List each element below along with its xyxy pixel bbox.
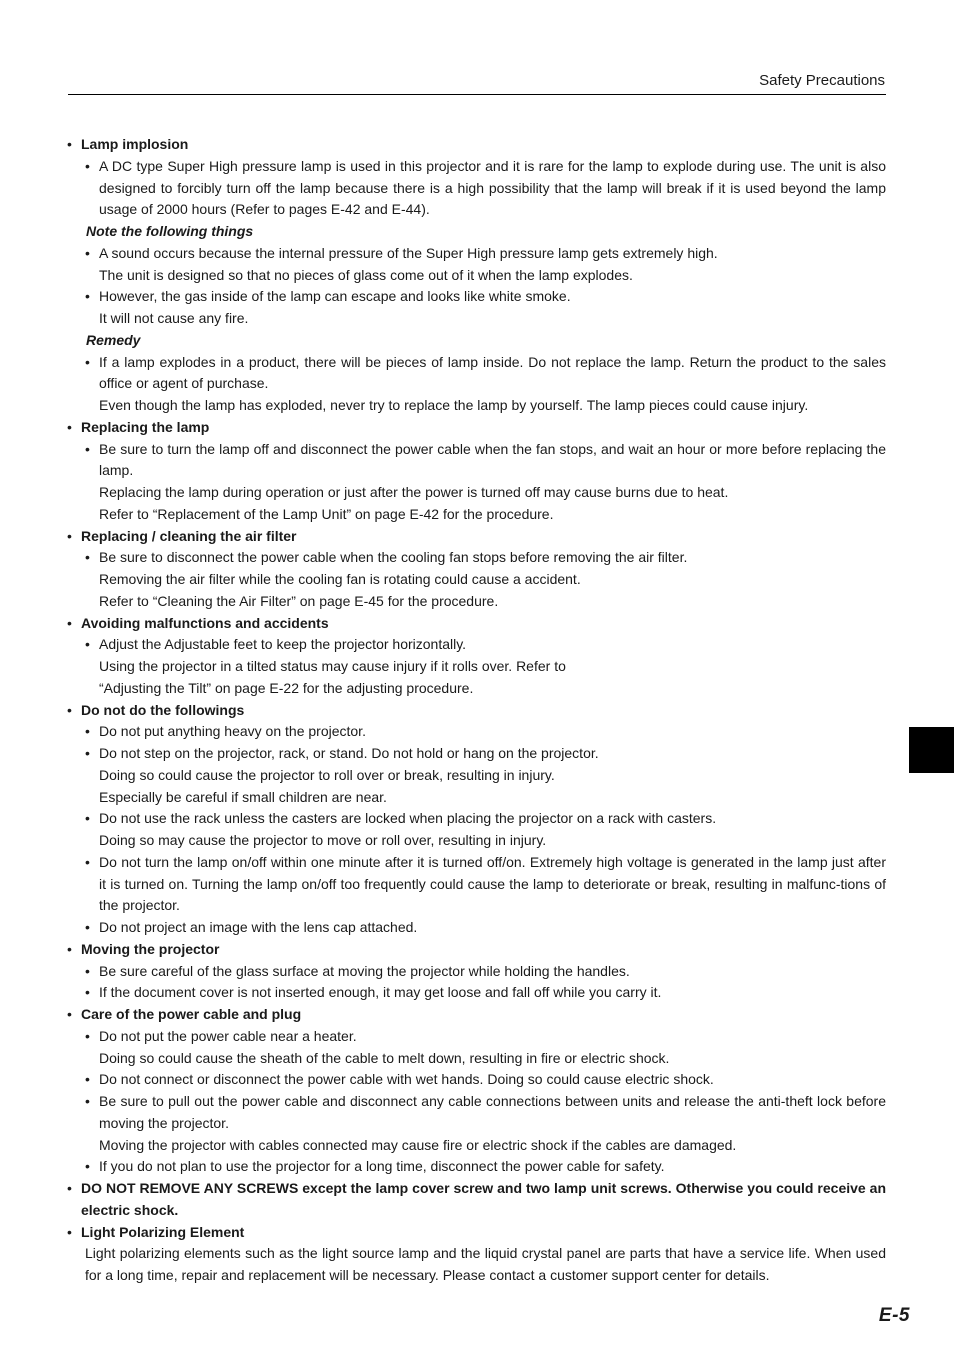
section bbox=[67, 939, 886, 961]
chapter-tab-marker bbox=[909, 727, 954, 773]
bullet-icon: • bbox=[85, 440, 90, 457]
bullet-icon: • bbox=[67, 614, 72, 631]
bullet-icon: • bbox=[85, 1158, 90, 1175]
bullet-icon: • bbox=[85, 636, 90, 653]
bullet-icon: • bbox=[85, 919, 90, 935]
bullet-icon: • bbox=[85, 244, 90, 261]
bullet-icon: • bbox=[67, 136, 72, 152]
item-text: Adjust the Adjustable feet to keep the projector horizontally. bbox=[99, 636, 467, 653]
item-text: Be sure to turn the lamp off and disconnect the power cable when the fan stops, and wait an hour or more before replacing the lamp. bbox=[99, 440, 886, 479]
item-text: Be sure to pull out the power cable and disconnect any cable connections between units and release the anti-theft lock before moving the projector. bbox=[99, 1093, 886, 1131]
item-text: A DC type Super High pressure lamp is used in this projector and it is rare for the lamp to explode during use. The unit is also designed to forcibly turn off the lamp because there is a high possibility that the lamp will break if it is used beyond the lamp usage of 2000 hours (Refer to pages E-42 and E-44). bbox=[99, 157, 886, 218]
bullet-icon: • bbox=[85, 1093, 90, 1109]
header-rule bbox=[68, 94, 886, 95]
bullet-icon: • bbox=[85, 1071, 90, 1088]
item-text: Do not turn the lamp on/off within one minute after it is turned off/on. Extremely high voltage is generated in the lamp just after it is turned on. Turning the lamp on/off too frequently could cause the lamp to deteriorate or break, resulting in malfunc-tions of the projector. bbox=[99, 853, 886, 914]
section-body bbox=[67, 1026, 886, 1178]
item-text: If you do not plan to use the projector for a long time, disconnect the power cable for safety. bbox=[99, 1158, 665, 1175]
item-continuation: Doing so may cause the projector to move or roll over, resulting in injury. bbox=[99, 832, 547, 848]
section bbox=[67, 1222, 886, 1244]
list-item bbox=[85, 439, 886, 526]
bullet-icon: • bbox=[67, 701, 72, 718]
list-item bbox=[85, 547, 886, 612]
item-text: Do not put anything heavy on the projector. bbox=[99, 723, 366, 740]
section-body bbox=[67, 961, 886, 1005]
bullet-icon: • bbox=[85, 962, 90, 979]
bullet-icon: • bbox=[85, 984, 90, 1001]
bullet-icon: • bbox=[67, 527, 72, 544]
item-continuation: “Adjusting the Tilt” on page E-22 for the adjusting procedure. bbox=[99, 679, 474, 696]
note-heading: Note the following things bbox=[86, 223, 254, 239]
section-body bbox=[67, 547, 886, 612]
warning-heading: DO NOT REMOVE ANY SCREWS except the lamp cover screw and two lamp unit screws. Otherwise you could receive an electric shock. bbox=[81, 1180, 886, 1218]
list-item bbox=[85, 352, 886, 417]
list-item bbox=[85, 917, 886, 939]
item-continuation: Using the projector in a tilted status may cause injury if it rolls over. Refer to bbox=[99, 658, 566, 674]
item-text: Do not project an image with the lens cap attached. bbox=[99, 919, 418, 935]
item-text: Do not use the rack unless the casters are locked when placing the projector on a rack with casters. bbox=[99, 810, 717, 827]
paragraph: Light polarizing elements such as the light source lamp and the liquid crystal panel are parts that have a service life. When used for a long time, repair and replacement will be necessary. Please contact a customer support center for details. bbox=[85, 1245, 886, 1283]
section-body bbox=[67, 721, 886, 939]
bullet-icon: • bbox=[67, 1223, 72, 1240]
list-item bbox=[85, 743, 886, 808]
item-continuation: Doing so could cause the sheath of the cable to melt down, resulting in fire or electric shock. bbox=[99, 1049, 670, 1066]
section bbox=[67, 1004, 886, 1026]
item-text: If a lamp explodes in a product, there will be pieces of lamp inside. Do not replace the lamp. Return the product to the sales office or agent of purchase. bbox=[99, 353, 886, 392]
item-text: Do not connect or disconnect the power cable with wet hands. Doing so could cause electric shock. bbox=[99, 1071, 714, 1088]
bullet-icon: • bbox=[67, 1180, 72, 1196]
list-item bbox=[85, 808, 886, 852]
list-item bbox=[85, 961, 886, 983]
list-item bbox=[85, 721, 886, 743]
list-item bbox=[85, 634, 886, 699]
item-continuation: Doing so could cause the projector to roll over or break, resulting in injury. bbox=[99, 766, 555, 783]
bullet-icon: • bbox=[67, 418, 72, 435]
section-body bbox=[67, 439, 886, 526]
item-continuation: It will not cause any fire. bbox=[99, 310, 249, 326]
bullet-icon: • bbox=[67, 1006, 72, 1022]
item-text: Do not step on the projector, rack, or stand. Do not hold or hang on the projector. bbox=[99, 745, 599, 761]
item-text: If the document cover is not inserted enough, it may get loose and fall off while you carry it. bbox=[99, 984, 662, 1001]
section bbox=[67, 526, 886, 548]
item-text: Be sure to disconnect the power cable when the cooling fan stops before removing the air filter. bbox=[99, 549, 688, 566]
item-text: A sound occurs because the internal pressure of the Super High pressure lamp gets extremely high. bbox=[99, 244, 718, 261]
bullet-icon: • bbox=[67, 940, 72, 957]
bullet-icon: • bbox=[85, 853, 90, 870]
list-item bbox=[85, 156, 886, 221]
section-heading: Replacing / cleaning the air filter bbox=[81, 527, 297, 544]
item-continuation: Refer to “Cleaning the Air Filter” on page E-45 for the procedure. bbox=[99, 592, 499, 609]
list-item bbox=[85, 1091, 886, 1156]
page-number: E-5 bbox=[878, 1305, 910, 1326]
section-heading: Moving the projector bbox=[81, 940, 220, 957]
bullet-icon: • bbox=[85, 288, 90, 305]
section-body bbox=[67, 634, 886, 699]
item-text: Be sure careful of the glass surface at moving the projector while holding the handles. bbox=[99, 962, 630, 979]
item-continuation: Especially be careful if small children are near. bbox=[99, 788, 387, 805]
bullet-icon: • bbox=[85, 745, 90, 761]
bullet-icon: • bbox=[85, 157, 90, 174]
list-item bbox=[85, 1069, 886, 1091]
section-heading: Lamp implosion bbox=[81, 136, 189, 152]
list-item bbox=[85, 1026, 886, 1070]
item-continuation: Moving the projector with cables connected may cause fire or electric shock if the cables are damaged. bbox=[99, 1136, 737, 1153]
section bbox=[67, 700, 886, 722]
section-heading: Avoiding malfunctions and accidents bbox=[81, 614, 329, 631]
list-item bbox=[85, 286, 886, 330]
bullet-icon: • bbox=[85, 549, 90, 566]
section bbox=[67, 134, 886, 156]
section-body bbox=[67, 156, 886, 417]
bullet-icon: • bbox=[85, 723, 90, 740]
item-text: Do not put the power cable near a heater. bbox=[99, 1027, 357, 1044]
section-heading: Replacing the lamp bbox=[81, 418, 210, 435]
item-continuation: The unit is designed so that no pieces of glass come out of it when the lamp explodes. bbox=[99, 266, 633, 283]
section-heading: Care of the power cable and plug bbox=[81, 1006, 302, 1022]
note-heading: Remedy bbox=[86, 331, 141, 348]
section-body bbox=[67, 1243, 886, 1287]
item-continuation: Refer to “Replacement of the Lamp Unit” on page E-42 for the procedure. bbox=[99, 505, 554, 522]
running-header: Safety Precautions bbox=[759, 72, 885, 89]
item-continuation: Removing the air filter while the cooling fan is rotating could cause a accident. bbox=[99, 571, 581, 587]
bullet-icon: • bbox=[85, 1027, 90, 1044]
bullet-icon: • bbox=[85, 353, 90, 370]
bullet-icon: • bbox=[85, 810, 90, 827]
section-heading: Light Polarizing Element bbox=[81, 1223, 245, 1240]
section-heading: Do not do the followings bbox=[81, 701, 245, 718]
section bbox=[67, 1178, 886, 1222]
list-item bbox=[85, 852, 886, 917]
item-continuation: Replacing the lamp during operation or just after the power is turned off may cause burns due to heat. bbox=[99, 484, 729, 500]
item-continuation: Even though the lamp has exploded, never try to replace the lamp by yourself. The lamp pieces could cause injury. bbox=[99, 397, 809, 413]
list-item bbox=[85, 982, 886, 1004]
safety-content bbox=[67, 134, 886, 1287]
list-item bbox=[85, 243, 886, 287]
section bbox=[67, 613, 886, 635]
list-item bbox=[85, 1156, 886, 1178]
item-text: However, the gas inside of the lamp can escape and looks like white smoke. bbox=[99, 288, 571, 305]
section bbox=[67, 417, 886, 439]
